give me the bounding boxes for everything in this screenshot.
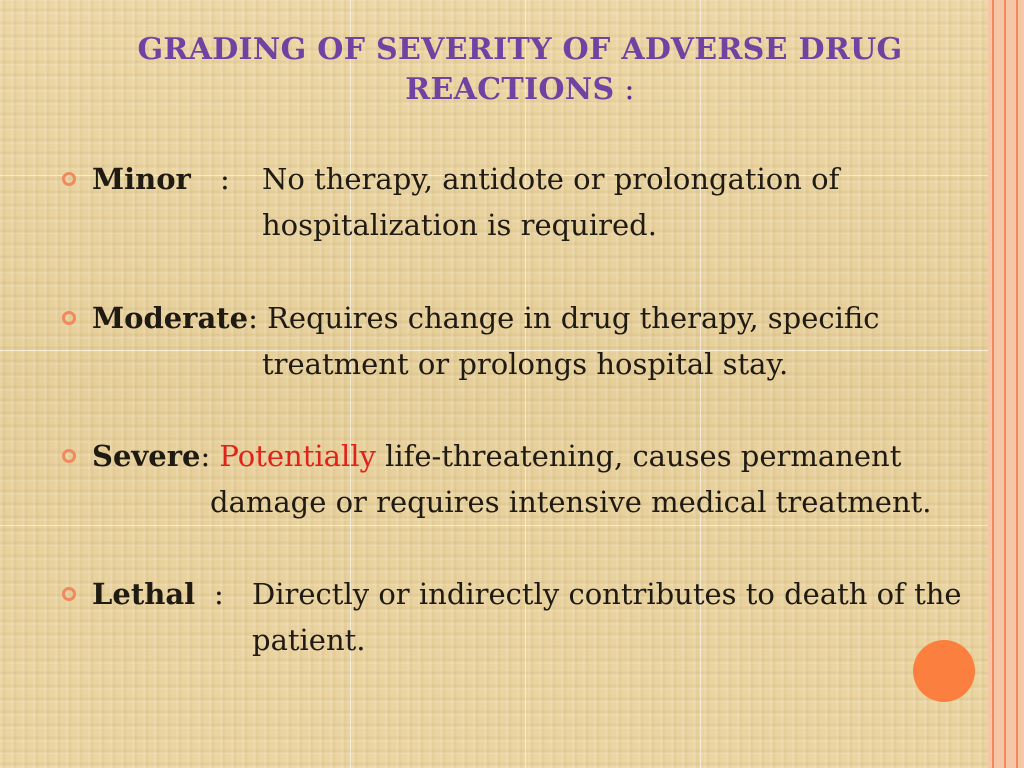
- severe-highlight-text: Potentially: [210, 439, 376, 473]
- grid-line-vertical: [525, 0, 526, 768]
- moderate-line-1: [92, 301, 880, 335]
- lethal-separator: :: [214, 577, 224, 611]
- minor-description-line-2: hospitalization is required.: [262, 208, 657, 242]
- grid-line-vertical: [700, 0, 701, 768]
- band-stripe: [1016, 0, 1018, 768]
- minor-separator: :: [220, 162, 230, 196]
- severe-description-line-1: life-threatening, causes permanent: [375, 439, 902, 473]
- severe-separator: :: [200, 439, 211, 473]
- band-stripe: [992, 0, 994, 768]
- minor-term: [92, 162, 191, 196]
- title-line-2: [120, 70, 920, 110]
- lethal-description-line-1: Directly or indirectly contributes to death of the: [252, 577, 962, 611]
- title-colon: :: [614, 72, 635, 107]
- term-label: Severe: [92, 439, 201, 473]
- lethal-term: [92, 577, 195, 611]
- band-stripe: [1004, 0, 1006, 768]
- moderate-description-line-2: treatment or prolongs hospital stay.: [262, 347, 789, 381]
- hollow-circle-bullet-icon: [62, 587, 76, 601]
- hollow-circle-bullet-icon: [62, 449, 76, 463]
- severe-line-1: [92, 439, 901, 473]
- moderate-separator: :: [248, 301, 258, 335]
- grid-line-horizontal: [0, 525, 988, 526]
- term-label: Moderate: [92, 301, 249, 335]
- title-line-1: GRADING OF SEVERITY OF ADVERSE DRUG: [137, 32, 903, 67]
- orange-circle-decoration: [913, 640, 975, 702]
- term-label: Minor: [92, 162, 191, 196]
- slide-title: [120, 30, 920, 110]
- term-label: Lethal: [92, 577, 196, 611]
- right-decorative-band: [988, 0, 1024, 768]
- hollow-circle-bullet-icon: [62, 172, 76, 186]
- minor-description-line-1: No therapy, antidote or prolongation of: [262, 162, 840, 196]
- severe-description-line-2: damage or requires intensive medical treatment.: [210, 485, 932, 519]
- lethal-description-line-2: patient.: [252, 623, 366, 657]
- title-line-2-text: REACTIONS: [405, 72, 615, 107]
- hollow-circle-bullet-icon: [62, 311, 76, 325]
- moderate-description-line-1: Requires change in drug therapy, specific: [257, 301, 880, 335]
